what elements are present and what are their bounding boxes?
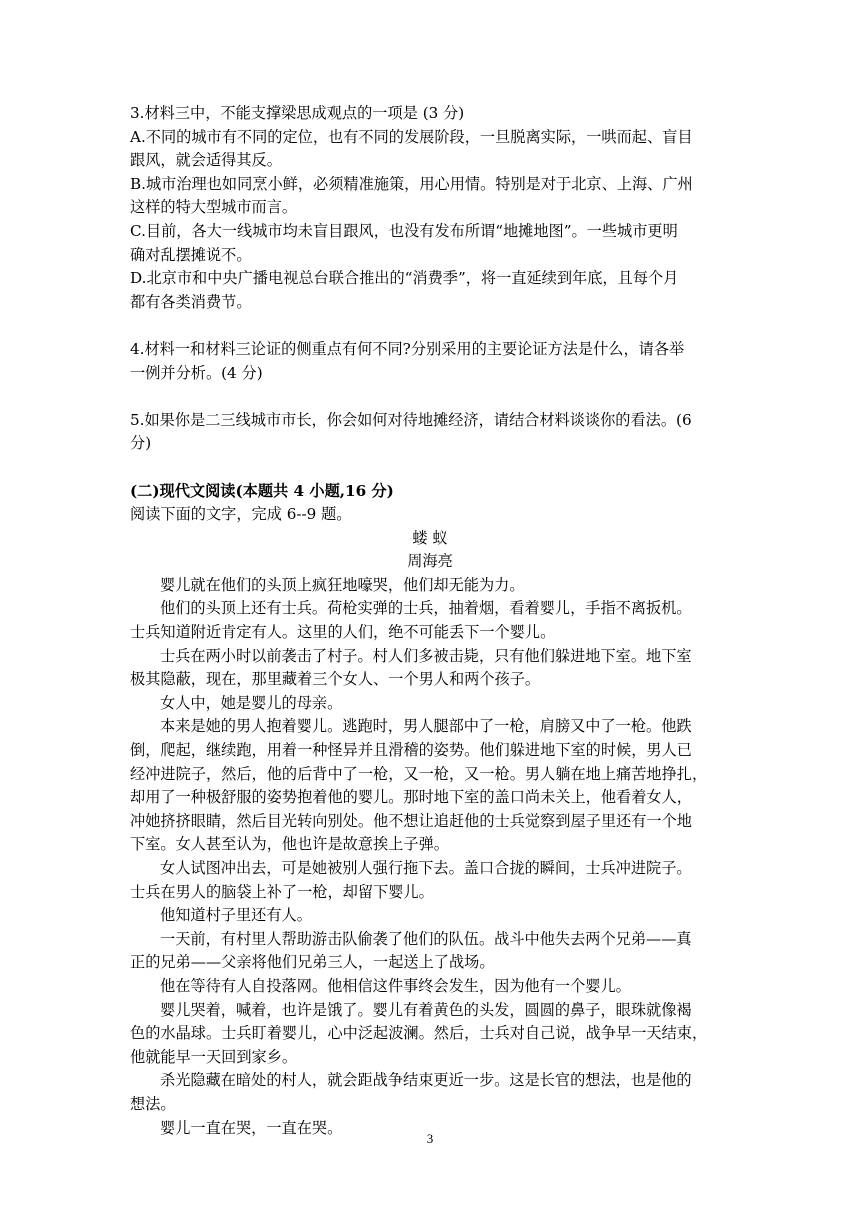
option-b-line-1: B.城市治理也如同烹小鲜，必须精准施策，用心用情。特别是对于北京、上海、广州 <box>130 174 693 193</box>
story-line: 士兵知道附近肯定有人。这里的人们，绝不可能丢下一个婴儿。 <box>130 623 556 642</box>
question-4-line-2: 一例并分析。(4 分) <box>130 363 263 382</box>
page-content <box>130 102 730 1140</box>
story-line: 他们的头顶上还有士兵。荷枪实弹的士兵，抽着烟，看着婴儿，手指不离扳机。 <box>160 599 692 618</box>
section-heading: (二)现代文阅读(本题共 4 小题,16 分) <box>130 481 394 500</box>
story-line: 他就能早一天回到家乡。 <box>130 1047 298 1066</box>
page-number: 3 <box>426 1131 434 1146</box>
option-d-line-1: D.北京市和中央广播电视总台联合推出的“消费季”，将一直延续到年底，且每个月 <box>130 269 679 288</box>
story-line: 他知道村子里还有人。 <box>160 906 312 925</box>
story-line: 婴儿就在他们的头顶上疯狂地嚎哭，他们却无能为力。 <box>160 575 525 594</box>
story-line: 士兵在男人的脑袋上补了一枪，却留下婴儿。 <box>130 882 434 901</box>
story-line: 他在等待有人自投落网。他相信这件事终会发生，因为他有一个婴儿。 <box>160 976 631 995</box>
story-line: 本来是她的男人抱着婴儿。逃跑时，男人腿部中了一枪，肩膀又中了一枪。他跌 <box>160 717 692 736</box>
spacer <box>130 456 730 480</box>
story-author: 周海亮 <box>407 552 453 571</box>
story-line: 冲她挤挤眼睛，然后目光转向别处。他不想让追赶他的士兵觉察到屋子里还有一个地 <box>130 811 692 830</box>
option-c-line-2: 确对乱摆摊说不。 <box>130 245 252 264</box>
story-line: 色的水晶球。士兵盯着婴儿，心中泛起波澜。然后，士兵对自己说，战争早一天结束， <box>130 1024 708 1043</box>
story-line: 士兵在两小时以前袭击了村子。村人们多被击毙，只有他们躲进地下室。地下室 <box>160 646 692 665</box>
story-line: 倒，爬起，继续跑，用着一种怪异并且滑稽的姿势。他们躲进地下室的时候，男人已 <box>130 741 692 760</box>
reading-instruction: 阅读下面的文字，完成 6--9 题。 <box>130 505 352 524</box>
question-5-line-2: 分) <box>130 434 152 453</box>
spacer <box>130 314 730 338</box>
story-line: 婴儿一直在哭，一直在哭。 <box>160 1118 343 1137</box>
option-a-line-2: 跟风，就会适得其反。 <box>130 151 282 170</box>
story-line: 杀光隐藏在暗处的村人，就会距战争结束更近一步。这是长官的想法，也是他的 <box>160 1071 692 1090</box>
story-line: 经冲进院子，然后，他的后背中了一枪，又一枪，又一枪。男人躺在地上痛苦地挣扎， <box>130 764 708 783</box>
option-b-line-2: 这样的特大型城市而言。 <box>130 198 298 217</box>
option-a-line-1: A.不同的城市有不同的定位，也有不同的发展阶段，一旦脱离实际，一哄而起、盲目 <box>130 127 693 146</box>
story-line: 女人试图冲出去，可是她被别人强行拖下去。盖口合拢的瞬间，士兵冲进院子。 <box>160 859 692 877</box>
story-title: 蝼 蚁 <box>412 528 448 547</box>
question-5-line-1: 5.如果你是二三线城市市长，你会如何对待地摊经济，请结合材料谈谈你的看法。(6 <box>130 410 692 429</box>
story-line: 下室。女人甚至认为，他也许是故意挨上子弹。 <box>130 835 449 854</box>
question-3-stem: 3.材料三中，不能支撑梁思成观点的一项是 (3 分) <box>130 104 465 122</box>
question-4-line-1: 4.材料一和材料三论证的侧重点有何不同?分别采用的主要论证方法是什么，请各举 <box>130 339 685 358</box>
story-line: 一天前，有村里人帮助游击队偷袭了他们的队伍。战斗中他失去两个兄弟——真 <box>160 929 692 948</box>
story-line: 却用了一种极舒服的姿势抱着他的婴儿。那时地下室的盖口尚未关上，他看着女人， <box>130 788 692 807</box>
story-line: 正的兄弟——父亲将他们兄弟三人，一起送上了战场。 <box>130 953 495 972</box>
story-line: 想法。 <box>130 1094 176 1113</box>
story-line: 极其隐蔽，现在，那里藏着三个女人、一个男人和两个孩子。 <box>130 670 541 689</box>
story-line: 婴儿哭着，喊着，也许是饿了。婴儿有着黄色的头发，圆圆的鼻子，眼珠就像褐 <box>160 1000 692 1019</box>
story-line: 女人中，她是婴儿的母亲。 <box>160 693 343 712</box>
option-c-line-1: C.目前，各大一线城市均未盲目跟风，也没有发布所谓“地摊地图”。一些城市更明 <box>130 221 678 240</box>
spacer <box>130 385 730 409</box>
option-d-line-2: 都有各类消费节。 <box>130 292 252 311</box>
